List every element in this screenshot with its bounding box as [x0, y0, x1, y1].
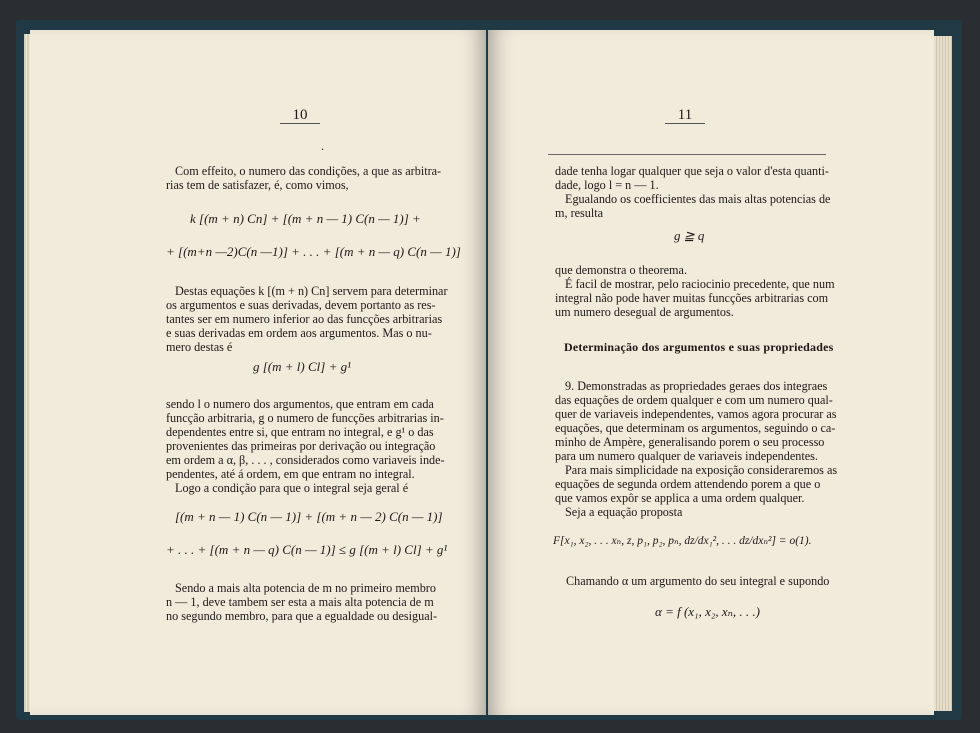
text-line: equações de segunda ordem attendendo porem a que o [555, 477, 821, 491]
text-line: provenientes das primeiras por derivação ou integração [166, 439, 436, 453]
text-line: m, resulta [555, 206, 604, 220]
text-line: n — 1, deve tambem ser esta a mais alta potencia de m [166, 595, 434, 609]
formula: g [(m + l) Cl] + g¹ [253, 359, 352, 374]
page-number-left: 10 [280, 107, 320, 124]
text-line: no segundo membro, para que a egualdade ou desigual- [166, 609, 438, 623]
text-line: Seja a equação proposta [565, 505, 683, 519]
text-line: Logo a condição para que o integral seja geral é [175, 481, 409, 495]
text-line: Para mais simplicidade na exposição consideraremos as [565, 463, 838, 477]
formula: F[x₁, x₂, . . . xₙ, z, p₁, p₂, pₙ, dz/dx₁², . . . dz/dxₙ²] = o(1). [553, 535, 812, 547]
text-line: dependentes entre si, que entram no integral, e g¹ o das [166, 425, 434, 439]
formula: [(m + n — 1) C(n — 1)] + [(m + n — 2) C(n — 1)] [175, 509, 443, 524]
text-line: É facil de mostrar, pelo raciocinio precedente, que num [565, 277, 835, 291]
page-number-rule [548, 154, 826, 155]
text-line: equações, que determinam os argumentos, seguindo o ca- [555, 421, 836, 435]
text-line: 9. Demonstradas as propriedades geraes dos integraes [565, 379, 828, 393]
formula: g ≧ q [674, 228, 705, 243]
formula: k [(m + n) Cn] + [(m + n — 1) C(n — 1)] + [190, 211, 421, 226]
text-line: integral não pode haver muitas funcções arbitrarias com [555, 291, 829, 305]
text-line: Egualando os coefficientes das mais altas potencias de [565, 192, 831, 206]
formula: + [(m+n —2)C(n —1)] + . . . + [(m + n — q) C(n — 1)] [166, 244, 461, 259]
text-line: sendo l o numero dos argumentos, que entram em cada [166, 397, 434, 411]
text-line: para um numero qualquer de variaveis independentes. [555, 449, 818, 463]
text-line: mero destas é [166, 340, 233, 354]
page-mark: . [321, 139, 325, 153]
text-line: que vamos expôr se applica a uma ordem qualquer. [555, 491, 805, 505]
section-heading: Determinação dos argumentos e suas propriedades [564, 340, 834, 354]
text-line: das equações de ordem qualquer e com um numero qual- [555, 393, 833, 407]
right-page-edges [934, 36, 952, 711]
formula: + . . . + [(m + n — q) C(n — 1)] ≤ g [(m + l) Cl] + g¹ [166, 542, 448, 557]
text-line: rias tem de satisfazer, é, como vimos, [166, 178, 349, 192]
text-line: tantes ser em numero inferior ao das funcções arbitrarias [166, 312, 443, 326]
text-line: minho de Ampère, generalisando porem o seu processo [555, 435, 825, 449]
text-line: um numero desegual de argumentos. [555, 305, 734, 319]
text-line: e suas derivadas em ordem aos argumentos. Mas o nu- [166, 326, 432, 340]
page-number-right: 11 [665, 107, 705, 124]
text-line: que demonstra o theorema. [555, 263, 687, 277]
text-line: Com effeito, o numero das condições, a que as arbitra- [175, 164, 442, 178]
text-line: em ordem a α, β, . . . , considerados como variaveis inde- [166, 453, 445, 467]
text-line: funcção arbitraria, g o numero de funcções arbitrarias in- [166, 411, 444, 425]
text-line: Destas equações k [(m + n) Cn] servem para determinar [175, 284, 448, 298]
text-line: pendentes, até á ordem, em que entram no integral. [166, 467, 415, 481]
text-line: os argumentos e suas derivadas, devem portanto as res- [166, 298, 436, 312]
text-line: quer de variaveis independentes, vamos agora procurar as [555, 407, 837, 421]
text-line: Sendo a mais alta potencia de m no primeiro membro [175, 581, 436, 595]
text-line: dade tenha logar qualquer que seja o valor d'esta quanti- [555, 164, 829, 178]
text-line: dade, logo l = n — 1. [555, 178, 659, 192]
text-line: Chamando α um argumento do seu integral e supondo [566, 574, 830, 588]
formula: α = f (x₁, x₂, xₙ, . . .) [655, 604, 760, 619]
